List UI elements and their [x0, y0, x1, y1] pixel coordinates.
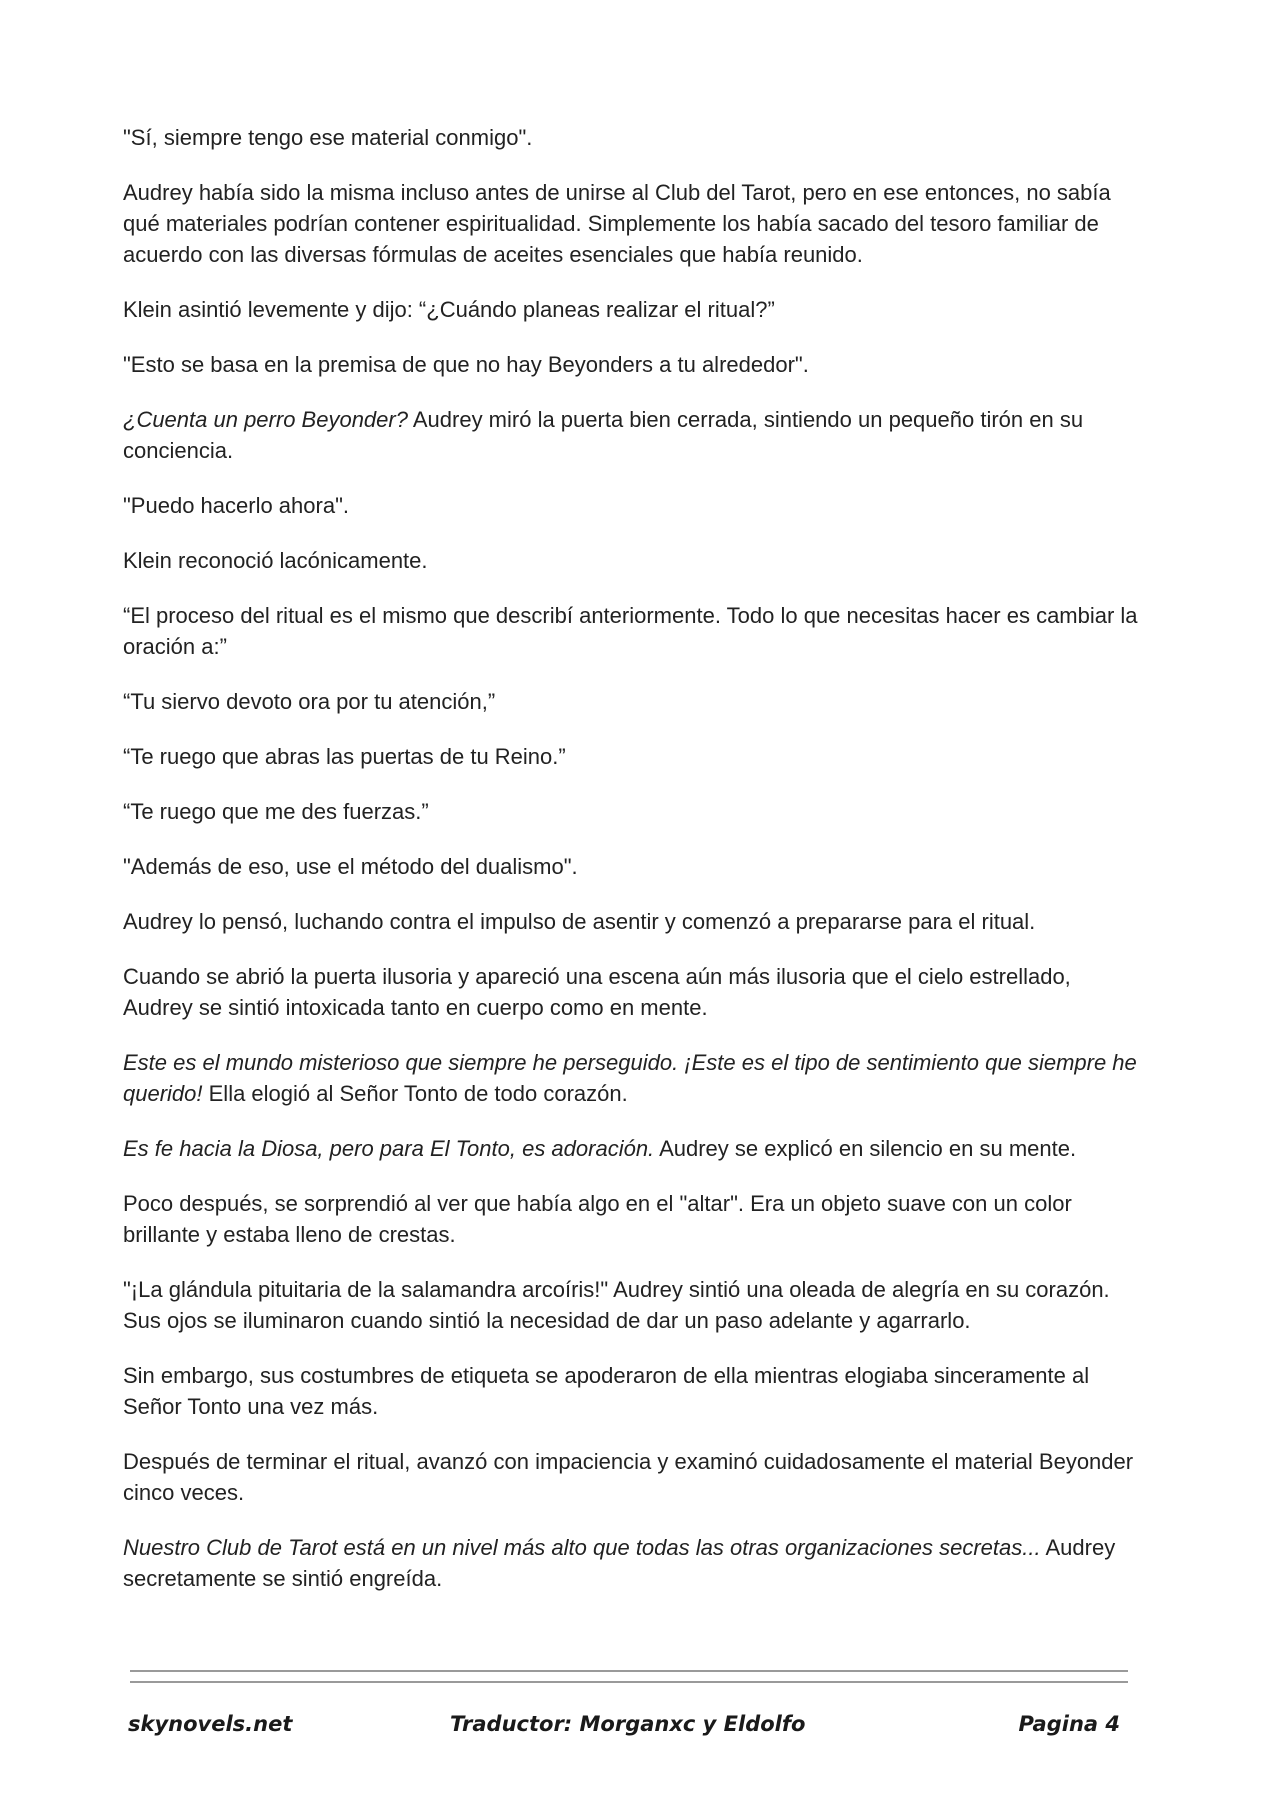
paragraph-10: “Te ruego que abras las puertas de tu Reino.” [123, 744, 566, 769]
paragraph-8: “El proceso del ritual es el mismo que describí anteriormente. Todo lo que necesitas hacer es cambiar la oración a:” [123, 603, 1138, 659]
paragraph-15: Este es el mundo misterioso que siempre he perseguido. ¡Este es el tipo de sentimiento que siempre he querido! Ella elogió al Señor Tonto de todo corazón. [123, 1050, 1137, 1106]
paragraph-4: "Esto se basa en la premisa de que no hay Beyonders a tu alrededor". [123, 352, 809, 377]
paragraph-2: Audrey había sido la misma incluso antes de unirse al Club del Tarot, pero en ese entonces, no sabía qué materiales podrían contener espiritualidad. Simplemente los había sacado del tesoro familiar de acuerdo con las diversas fórmulas de aceites esenciales que había reunido. [123, 180, 1111, 267]
paragraph-9: “Tu siervo devoto ora por tu atención,” [123, 689, 496, 714]
paragraph-20: Después de terminar el ritual, avanzó con impaciencia y examinó cuidadosamente el material Beyonder cinco veces. [123, 1449, 1134, 1505]
footer-site: skynovels.net [128, 1712, 293, 1736]
footer-divider-top [130, 1670, 1128, 1672]
paragraph-12: "Además de eso, use el método del dualismo". [123, 854, 578, 879]
italic-thought: Este es el mundo misterioso que siempre he perseguido. ¡Este es el tipo de sentimiento que siempre he querido! [123, 1050, 1137, 1106]
footer-page-number: Pagina 4 [1018, 1712, 1120, 1736]
paragraph-13: Audrey lo pensó, luchando contra el impulso de asentir y comenzó a prepararse para el ritual. [123, 909, 1036, 934]
paragraph-17: Poco después, se sorprendió al ver que había algo en el "altar". Era un objeto suave con un color brillante y estaba lleno de crestas. [123, 1191, 1072, 1247]
italic-thought: Es fe hacia la Diosa, pero para El Tonto, es adoración. [123, 1136, 655, 1161]
page-footer [128, 1712, 1128, 1748]
paragraph-6: "Puedo hacerlo ahora". [123, 493, 349, 518]
paragraph-16: Es fe hacia la Diosa, pero para El Tonto, es adoración. Audrey se explicó en silencio en su mente. [123, 1136, 1077, 1161]
paragraph-21: Nuestro Club de Tarot está en un nivel más alto que todas las otras organizaciones secretas... Audrey secretamente se sintió engreída. [123, 1535, 1116, 1591]
paragraph-5: ¿Cuenta un perro Beyonder? Audrey miró la puerta bien cerrada, sintiendo un pequeño tirón en su conciencia. [123, 407, 1084, 463]
italic-thought: ¿Cuenta un perro Beyonder? [123, 407, 408, 432]
paragraph-11: “Te ruego que me des fuerzas.” [123, 799, 429, 824]
paragraph-3: Klein asintió levemente y dijo: “¿Cuándo planeas realizar el ritual?” [123, 297, 775, 322]
italic-thought: Nuestro Club de Tarot está en un nivel más alto que todas las otras organizaciones secretas... [123, 1535, 1041, 1560]
paragraph-18: "¡La glándula pituitaria de la salamandra arcoíris!" Audrey sintió una oleada de alegría en su corazón. Sus ojos se iluminaron cuando sintió la necesidad de dar un paso adelante y agarrarlo. [123, 1277, 1110, 1333]
footer-divider-bottom [130, 1681, 1128, 1683]
paragraph-7: Klein reconoció lacónicamente. [123, 548, 428, 573]
document-body [123, 122, 1143, 1618]
paragraph-14: Cuando se abrió la puerta ilusoria y apareció una escena aún más ilusoria que el cielo estrellado, Audrey se sintió intoxicada tanto en cuerpo como en mente. [123, 964, 1071, 1020]
paragraph-19: Sin embargo, sus costumbres de etiqueta se apoderaron de ella mientras elogiaba sinceramente al Señor Tonto una vez más. [123, 1363, 1090, 1419]
footer-translator: Traductor: Morganxc y Eldolfo [450, 1712, 806, 1736]
paragraph-1: "Sí, siempre tengo ese material conmigo". [123, 125, 533, 150]
